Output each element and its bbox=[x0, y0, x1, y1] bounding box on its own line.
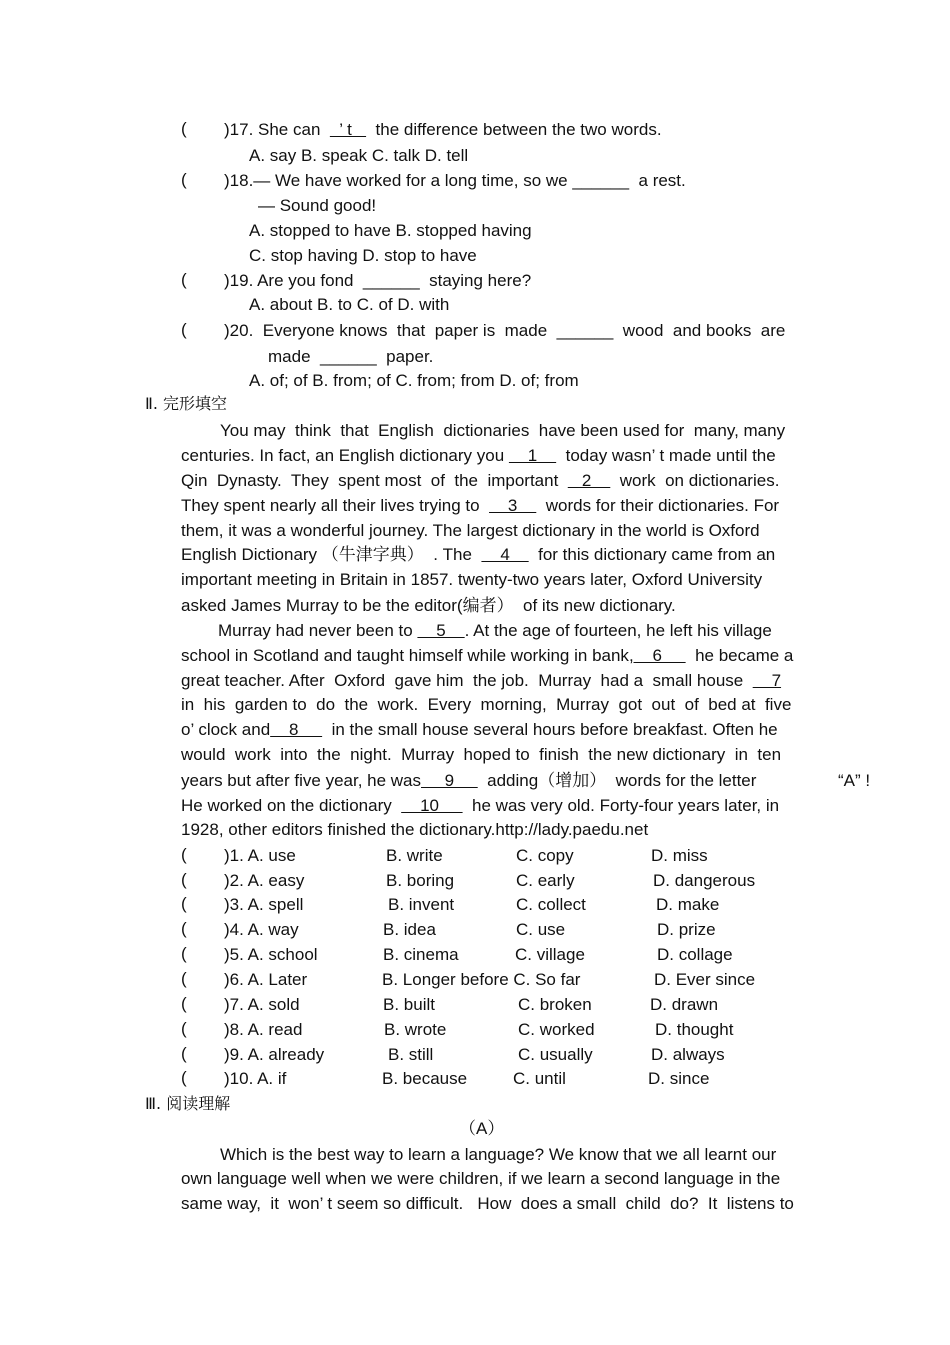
cloze-line: would work into the night. Murray hoped to finish the new dictionary in ten bbox=[181, 745, 782, 764]
question-19: )19. Are you fond ______ staying here? bbox=[224, 271, 532, 290]
option-b: B. cinema bbox=[383, 945, 459, 964]
cloze-line: English Dictionary （牛津字典） . The 4 for this dictionary came from an bbox=[181, 545, 776, 564]
option-question: )6. A. Later bbox=[224, 970, 308, 989]
cloze-line: o’ clock and 8 in the small house several hours before breakfast. Often he bbox=[181, 720, 778, 739]
option-d: D. collage bbox=[657, 945, 733, 964]
answer-paren: ( bbox=[181, 1044, 187, 1063]
option-question: )10. A. if bbox=[224, 1069, 287, 1088]
option-c: C. broken bbox=[518, 995, 592, 1014]
answer-paren: ( bbox=[181, 170, 187, 189]
answer-paren: ( bbox=[181, 845, 187, 864]
cloze-line-end: “A” ! bbox=[838, 771, 871, 790]
option-d: D. make bbox=[656, 895, 720, 914]
option-d: D. Ever since bbox=[654, 970, 756, 989]
cloze-line: You may think that English dictionaries have been used for many, many bbox=[220, 421, 786, 440]
q18-options-1: A. stopped to have B. stopped having bbox=[249, 221, 532, 240]
reading-line: Which is the best way to learn a language? We know that we all learnt our bbox=[220, 1145, 777, 1164]
answer-paren: ( bbox=[181, 270, 187, 289]
passage-label: （A） bbox=[459, 1119, 505, 1138]
answer-paren: ( bbox=[181, 320, 187, 339]
option-question: )2. A. easy bbox=[224, 871, 305, 890]
cloze-blank-10: 10 bbox=[401, 796, 463, 815]
answer-paren: ( bbox=[181, 894, 187, 913]
option-b: B. because bbox=[382, 1069, 468, 1088]
answer-paren: ( bbox=[181, 944, 187, 963]
option-question: )8. A. read bbox=[224, 1020, 303, 1039]
option-c: C. until bbox=[513, 1069, 566, 1088]
cloze-line: He worked on the dictionary 10 he was very old. Forty-four years later, in bbox=[181, 796, 780, 815]
option-d: D. prize bbox=[657, 920, 716, 939]
cloze-blank-8: 8 bbox=[270, 720, 323, 739]
q17-options: A. say B. speak C. talk D. tell bbox=[249, 146, 469, 165]
option-c: C. use bbox=[516, 920, 566, 939]
option-b: B. built bbox=[383, 995, 435, 1014]
cloze-line: Qin Dynasty. They spent most of the important 2 work on dictionaries. bbox=[181, 471, 780, 490]
q17-stem: )17. She can bbox=[224, 120, 321, 139]
option-d: D. drawn bbox=[650, 995, 719, 1014]
cloze-blank-4: 4 bbox=[481, 545, 529, 564]
cloze-line: Murray had never been to 5 . At the age of fourteen, he left his village bbox=[218, 621, 772, 640]
option-question: )1. A. use bbox=[224, 846, 296, 865]
cloze-blank-5: 5 bbox=[417, 621, 465, 640]
answer-paren: ( bbox=[181, 969, 187, 988]
cloze-blank-9: 9 bbox=[421, 771, 478, 790]
option-d: D. dangerous bbox=[653, 871, 756, 890]
cloze-blank-6: , 6 bbox=[628, 646, 686, 665]
option-d: D. miss bbox=[651, 846, 708, 865]
question-20: )20. Everyone knows that paper is made ______ wood and books are bbox=[224, 321, 786, 340]
option-b: B. still bbox=[388, 1045, 434, 1064]
section-heading-cloze: Ⅱ. 完形填空 bbox=[145, 394, 228, 413]
cloze-blank-1: 1 bbox=[508, 446, 557, 465]
option-c: C. usually bbox=[518, 1045, 593, 1064]
reading-line: own language well when we were children, if we learn a second language in the bbox=[181, 1169, 781, 1188]
option-d: D. always bbox=[651, 1045, 725, 1064]
cloze-line: in his garden to do the work. Every morning, Murray got out of bed at five bbox=[181, 695, 792, 714]
cloze-line: They spent nearly all their lives trying to 3 words for their dictionaries. For bbox=[181, 496, 780, 515]
option-c: C. copy bbox=[516, 846, 574, 865]
option-question: )5. A. school bbox=[224, 945, 318, 964]
reading-line: same way, it won’ t seem so difficult. How does a small child do? It listens to bbox=[181, 1194, 794, 1213]
cloze-blank-2: 2 bbox=[567, 471, 611, 490]
option-d: D. since bbox=[648, 1069, 710, 1088]
option-question: )7. A. sold bbox=[224, 995, 300, 1014]
answer-paren: ( bbox=[181, 1019, 187, 1038]
option-b: B. write bbox=[386, 846, 443, 865]
q18-options-2: C. stop having D. stop to have bbox=[249, 246, 477, 265]
q17-blank: ’ t bbox=[329, 120, 367, 139]
option-b: B. invent bbox=[388, 895, 455, 914]
question-18: )18.— We have worked for a long time, so we ______ a rest. bbox=[224, 171, 686, 190]
cloze-line: them, it was a wonderful journey. The largest dictionary in the world is Oxford bbox=[181, 521, 760, 540]
cloze-line: asked James Murray to be the editor(编者） of its new dictionary. bbox=[181, 596, 676, 615]
cloze-line: school in Scotland and taught himself while working in bank, 6 he became a bbox=[181, 646, 794, 665]
answer-paren: ( bbox=[181, 1068, 187, 1087]
q20-continued: made ______ paper. bbox=[268, 347, 434, 366]
q18-reply: — Sound good! bbox=[258, 196, 377, 215]
q19-options: A. about B. to C. of D. with bbox=[249, 295, 450, 314]
option-c: C. village bbox=[515, 945, 585, 964]
cloze-blank-7: 7 bbox=[752, 671, 782, 690]
answer-paren: ( bbox=[181, 919, 187, 938]
option-b: B. Longer before C. So far bbox=[382, 970, 581, 989]
option-b: B. wrote bbox=[384, 1020, 447, 1039]
cloze-line: important meeting in Britain in 1857. twenty-two years later, Oxford University bbox=[181, 570, 763, 589]
option-c: C. collect bbox=[516, 895, 586, 914]
option-b: B. idea bbox=[383, 920, 436, 939]
cloze-line: 1928, other editors finished the dictionary.http://lady.paedu.net bbox=[181, 820, 649, 839]
option-d: D. thought bbox=[655, 1020, 734, 1039]
option-question: )4. A. way bbox=[224, 920, 299, 939]
question-17 bbox=[224, 119, 662, 141]
answer-paren: ( bbox=[181, 994, 187, 1013]
cloze-line: great teacher. After Oxford gave him the job. Murray had a small house 7 bbox=[181, 671, 782, 690]
option-question: )3. A. spell bbox=[224, 895, 304, 914]
section-heading-reading: Ⅲ. 阅读理解 bbox=[145, 1094, 231, 1113]
cloze-line: years but after five year, he was 9 adding（增加） words for the letter bbox=[181, 771, 757, 790]
answer-paren: ( bbox=[181, 119, 187, 138]
q17-stem-end: the difference between the two words. bbox=[375, 120, 662, 139]
option-question: )9. A. already bbox=[224, 1045, 325, 1064]
option-b: B. boring bbox=[386, 871, 455, 890]
answer-paren: ( bbox=[181, 870, 187, 889]
cloze-line: centuries. In fact, an English dictionary you 1 today wasn’ t made until the bbox=[181, 446, 776, 465]
option-c: C. worked bbox=[518, 1020, 595, 1039]
q20-options: A. of; of B. from; of C. from; from D. of; from bbox=[249, 371, 579, 390]
option-c: C. early bbox=[516, 871, 575, 890]
cloze-blank-3: 3 bbox=[489, 496, 537, 515]
